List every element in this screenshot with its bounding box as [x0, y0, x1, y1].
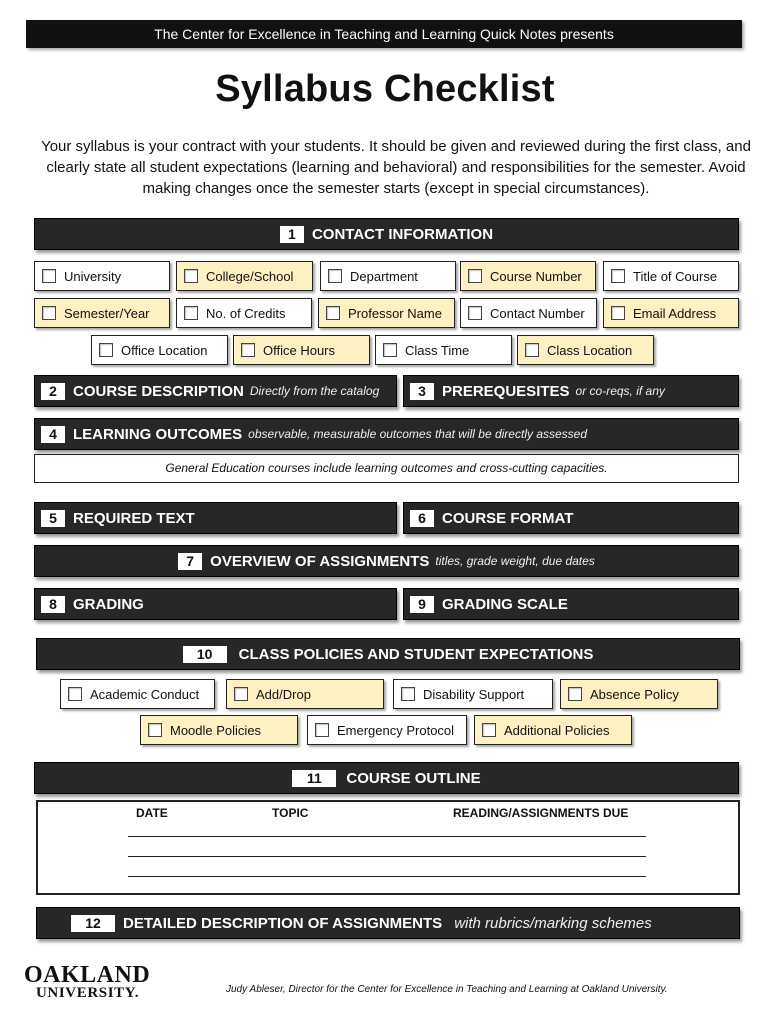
checklist-item-label: Department: [350, 268, 418, 284]
banner: The Center for Excellence in Teaching and Learning Quick Notes presents: [26, 20, 742, 48]
gen-ed-note: General Education courses include learning outcomes and cross-cutting capacities.: [34, 454, 739, 483]
checklist-item[interactable]: [460, 298, 597, 328]
checklist-item[interactable]: [517, 335, 654, 365]
checklist-item[interactable]: [60, 679, 215, 709]
checklist-item-label: Contact Number: [490, 305, 585, 321]
checklist-item[interactable]: [140, 715, 298, 745]
section-subtitle: observable, measurable outcomes that will be directly assessed: [248, 427, 588, 441]
checkbox-icon[interactable]: [482, 723, 496, 737]
section-detailed-description: [36, 907, 740, 939]
checklist-item[interactable]: [233, 335, 370, 365]
checklist-item[interactable]: [91, 335, 228, 365]
section-number: 8: [41, 596, 65, 613]
checklist-item[interactable]: [560, 679, 718, 709]
checklist-item-label: Class Time: [405, 342, 470, 358]
section-course-outline: [34, 762, 739, 794]
section-required-text: [34, 502, 397, 534]
section-number: 6: [410, 510, 434, 527]
checkbox-icon[interactable]: [315, 723, 329, 737]
section-title: LEARNING OUTCOMES: [73, 425, 243, 443]
checklist-item-label: Office Hours: [263, 342, 336, 358]
section-number: 2: [41, 383, 65, 400]
checklist-item[interactable]: [603, 261, 739, 291]
checkbox-icon[interactable]: [326, 306, 340, 320]
checkbox-icon[interactable]: [401, 687, 415, 701]
section-subtitle: titles, grade weight, due dates: [435, 554, 595, 568]
checkbox-icon[interactable]: [611, 269, 625, 283]
section-title: DETAILED DESCRIPTION OF ASSIGNMENTS: [123, 914, 443, 932]
checkbox-icon[interactable]: [525, 343, 539, 357]
checklist-item-label: Course Number: [490, 268, 582, 284]
checklist-item[interactable]: [474, 715, 632, 745]
checklist-item-label: Disability Support: [423, 686, 525, 702]
checkbox-icon[interactable]: [148, 723, 162, 737]
section-number: 3: [410, 383, 434, 400]
section-title: COURSE FORMAT: [442, 509, 574, 527]
checkbox-icon[interactable]: [42, 306, 56, 320]
section-number: 12: [71, 915, 115, 932]
section-number: 5: [41, 510, 65, 527]
checklist-item-label: Absence Policy: [590, 686, 679, 702]
checklist-item[interactable]: [320, 261, 456, 291]
checkbox-icon[interactable]: [468, 306, 482, 320]
section-title: OVERVIEW OF ASSIGNMENTS: [210, 552, 430, 570]
logo-oakland: OAKLAND: [24, 962, 151, 988]
section-number: 9: [410, 596, 434, 613]
checklist-item-label: Email Address: [633, 305, 717, 321]
checklist-item-label: Title of Course: [633, 268, 718, 284]
logo-university: UNIVERSITY.: [36, 985, 140, 1001]
outline-blank-line: [128, 876, 646, 877]
checkbox-icon[interactable]: [99, 343, 113, 357]
section-number: 11: [292, 770, 336, 787]
section-number: 4: [41, 426, 65, 443]
checklist-item[interactable]: [393, 679, 553, 709]
checkbox-icon[interactable]: [568, 687, 582, 701]
checkbox-icon[interactable]: [468, 269, 482, 283]
checklist-item-label: Academic Conduct: [90, 686, 200, 702]
checkbox-icon[interactable]: [68, 687, 82, 701]
checklist-item-label: Additional Policies: [504, 722, 610, 738]
checklist-item-label: University: [64, 268, 122, 284]
section-number: 7: [178, 553, 202, 570]
section-title: CONTACT INFORMATION: [311, 225, 494, 243]
checklist-item[interactable]: [307, 715, 467, 745]
outline-header-reading: READING/ASSIGNMENTS DUE: [453, 806, 629, 820]
checkbox-icon[interactable]: [328, 269, 342, 283]
section-course-format: [403, 502, 739, 534]
checklist-item-label: College/School: [206, 268, 294, 284]
section-contact-information: [34, 218, 739, 250]
checklist-item[interactable]: [318, 298, 455, 328]
section-learning-outcomes: [34, 418, 739, 450]
checklist-item[interactable]: [375, 335, 512, 365]
checklist-item[interactable]: [34, 261, 170, 291]
outline-blank-line: [128, 836, 646, 837]
section-class-policies: [36, 638, 740, 670]
checklist-item-label: No. of Credits: [206, 305, 286, 321]
checklist-item-label: Moodle Policies: [170, 722, 262, 738]
section-subtitle: or co-reqs, if any: [575, 384, 665, 398]
footer-credit: Judy Ableser, Director for the Center for Excellence in Teaching and Learning at Oakland University.: [226, 984, 668, 995]
section-grading-scale: [403, 588, 739, 620]
outline-header-date: DATE: [136, 806, 168, 820]
checkbox-icon[interactable]: [611, 306, 625, 320]
section-title: GRADING SCALE: [442, 595, 568, 613]
section-grading: [34, 588, 397, 620]
section-title: COURSE DESCRIPTION: [73, 382, 244, 400]
section-title: REQUIRED TEXT: [73, 509, 195, 527]
checklist-item-label: Add/Drop: [256, 686, 311, 702]
checklist-item-label: Professor Name: [348, 305, 442, 321]
checkbox-icon[interactable]: [234, 687, 248, 701]
checklist-item[interactable]: [460, 261, 596, 291]
checkbox-icon[interactable]: [383, 343, 397, 357]
checklist-item-label: Semester/Year: [64, 305, 150, 321]
checklist-item[interactable]: [34, 298, 170, 328]
checklist-item[interactable]: [603, 298, 739, 328]
checklist-item[interactable]: [176, 261, 313, 291]
section-title: GRADING: [73, 595, 144, 613]
section-course-description: [34, 375, 397, 407]
page-title: Syllabus Checklist: [215, 68, 555, 110]
section-subtitle: with rubrics/marking schemes: [454, 914, 652, 932]
checkbox-icon[interactable]: [42, 269, 56, 283]
intro-paragraph: Your syllabus is your contract with your students. It should be given and reviewed during the first class, and clearly state all student expectations (learning and behavioral) and responsibilities for the semester. Avoid making changes once the semester starts (except in special circumstances).: [41, 138, 751, 197]
section-overview-of-assignments: [34, 545, 739, 577]
section-prerequisites: [403, 375, 739, 407]
checkbox-icon[interactable]: [184, 306, 198, 320]
checklist-item-label: Office Location: [121, 342, 208, 358]
checkbox-icon[interactable]: [184, 269, 198, 283]
outline-header-topic: TOPIC: [272, 806, 309, 820]
checklist-item-label: Emergency Protocol: [337, 722, 455, 738]
section-title: COURSE OUTLINE: [346, 769, 481, 787]
section-number: 10: [183, 646, 227, 663]
checklist-item-label: Class Location: [547, 342, 633, 358]
section-subtitle: Directly from the catalog: [249, 384, 380, 398]
outline-blank-line: [128, 856, 646, 857]
section-number: 1: [280, 226, 304, 243]
checklist-item[interactable]: [226, 679, 384, 709]
section-title: CLASS POLICIES AND STUDENT EXPECTATIONS: [238, 645, 594, 663]
checklist-item[interactable]: [176, 298, 312, 328]
section-title: PREREQUESITES: [442, 382, 570, 400]
checkbox-icon[interactable]: [241, 343, 255, 357]
